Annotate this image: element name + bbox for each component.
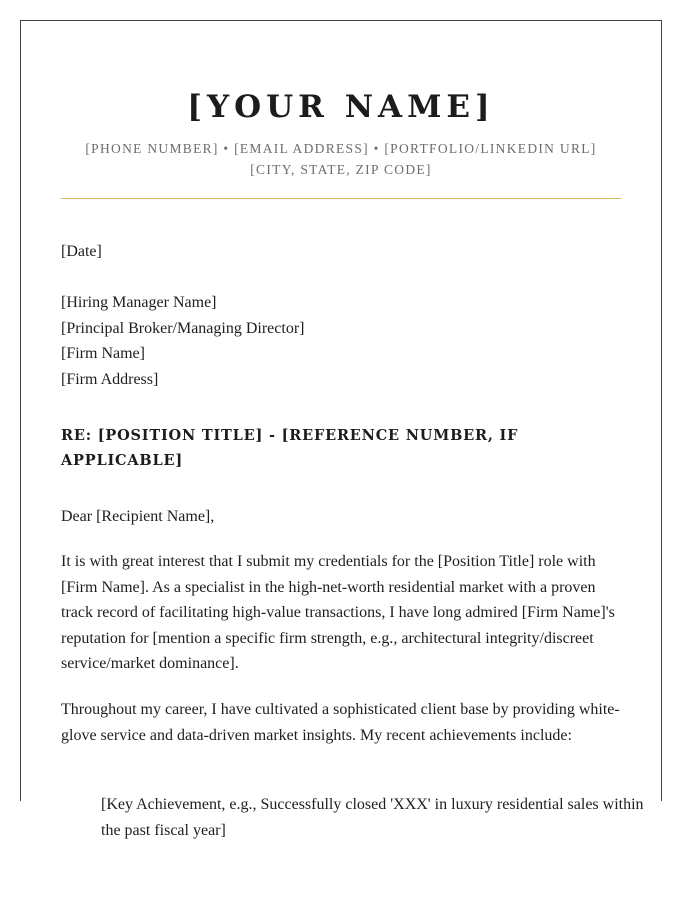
- recipient-line: [Firm Name]: [61, 345, 145, 363]
- list-item: [Key Achievement, e.g., Successfully closed 'XXX' in luxury residential sales within the past fiscal year]: [101, 796, 644, 839]
- achievements-list: [61, 792, 661, 843]
- recipient-line: [Hiring Manager Name]: [61, 294, 217, 311]
- contact-line-2: [CITY, STATE, ZIP CODE]: [250, 162, 432, 177]
- salutation: Dear [Recipient Name],: [61, 508, 215, 525]
- contact-info: [21, 138, 661, 180]
- subject-line: RE: [POSITION TITLE] - [REFERENCE NUMBER, IF APPLICABLE]: [61, 427, 519, 469]
- letter-date: [Date]: [61, 243, 102, 260]
- recipient-line: [Principal Broker/Managing Director]: [61, 319, 305, 337]
- recipient-block: [61, 290, 304, 392]
- header-divider: [61, 198, 621, 199]
- applicant-name: [YOUR NAME]: [187, 89, 495, 125]
- recipient-line: [Firm Address]: [61, 370, 159, 388]
- body-paragraph: It is with great interest that I submit my credentials for the [Position Title] role with [Firm Name]. As a specialist in the high-net-worth residential market with a proven track record of facilitating high-value transactions, I have long admired [Firm Name]'s reputation for [mention a specific firm strength, e.g., architectural integrity/discreet service/market dominance].: [61, 553, 615, 673]
- body-paragraph: Throughout my career, I have cultivated a sophisticated client base by providing white-glove service and data-driven market insights. My recent achievements include:: [61, 701, 620, 744]
- contact-line-1: [PHONE NUMBER] • [EMAIL ADDRESS] • [PORTFOLIO/LINKEDIN URL]: [85, 141, 597, 156]
- letter-page: [20, 20, 662, 839]
